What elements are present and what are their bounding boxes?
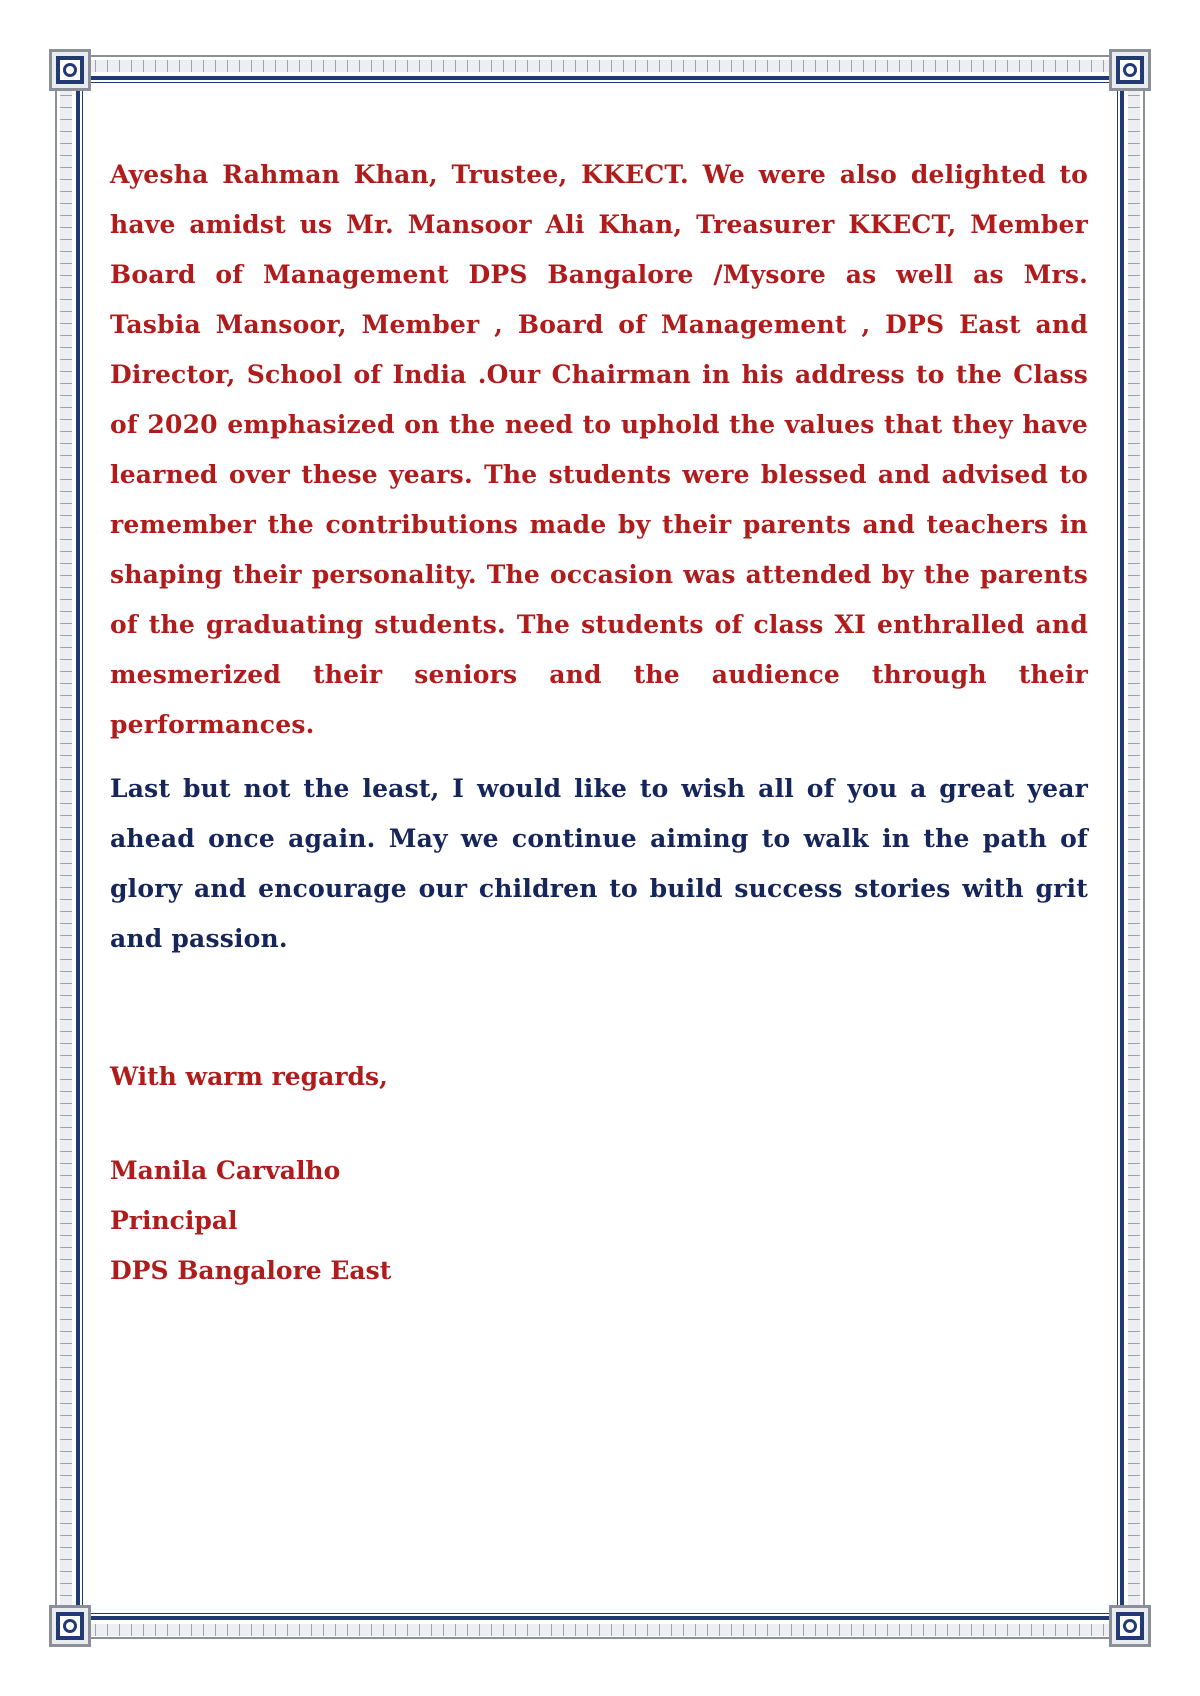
corner-ornament-icon [1108,48,1152,92]
paragraph-wishes: Last but not the least, I would like to wish all of you a great year ahead once again. May we continue aiming to walk in the path of glory and encourage our children to build success stories with grit and passion. [110,774,1088,953]
page-border-bottom-strip [60,1624,1140,1636]
closing-salutation: With warm regards, [110,1062,388,1091]
page-border-top-strip [60,60,1140,72]
page-border-right-strip [1128,60,1140,1636]
corner-ornament-icon [48,48,92,92]
letter-body [110,150,1088,1296]
signatory-school: DPS Bangalore East [110,1256,392,1285]
paragraph-event-description: Ayesha Rahman Khan, Trustee, KKECT. We were also delighted to have amidst us Mr. Mansoor Ali Khan, Treasurer KKECT, Member Board of Management DPS Bangalore /Mysore as well as Mrs. Tasbia Mansoor, Member , Board of Management , DPS East and Director, School of India .Our Chairman in his address to the Class of 2020 emphasized on the need to uphold the values that they have learned over these years. The students were blessed and advised to remember the contributions made by their parents and teachers in shaping their personality. The occasion was attended by the parents of the graduating students. The students of class XI enthralled and mesmerized their seniors and the audience through their performances. [110,160,1088,739]
signatory-title: Principal [110,1206,238,1235]
signature-block [110,1146,1088,1296]
page-border-left-strip [60,60,72,1636]
corner-ornament-icon [1108,1604,1152,1648]
corner-ornament-icon [48,1604,92,1648]
signatory-name: Manila Carvalho [110,1156,341,1185]
